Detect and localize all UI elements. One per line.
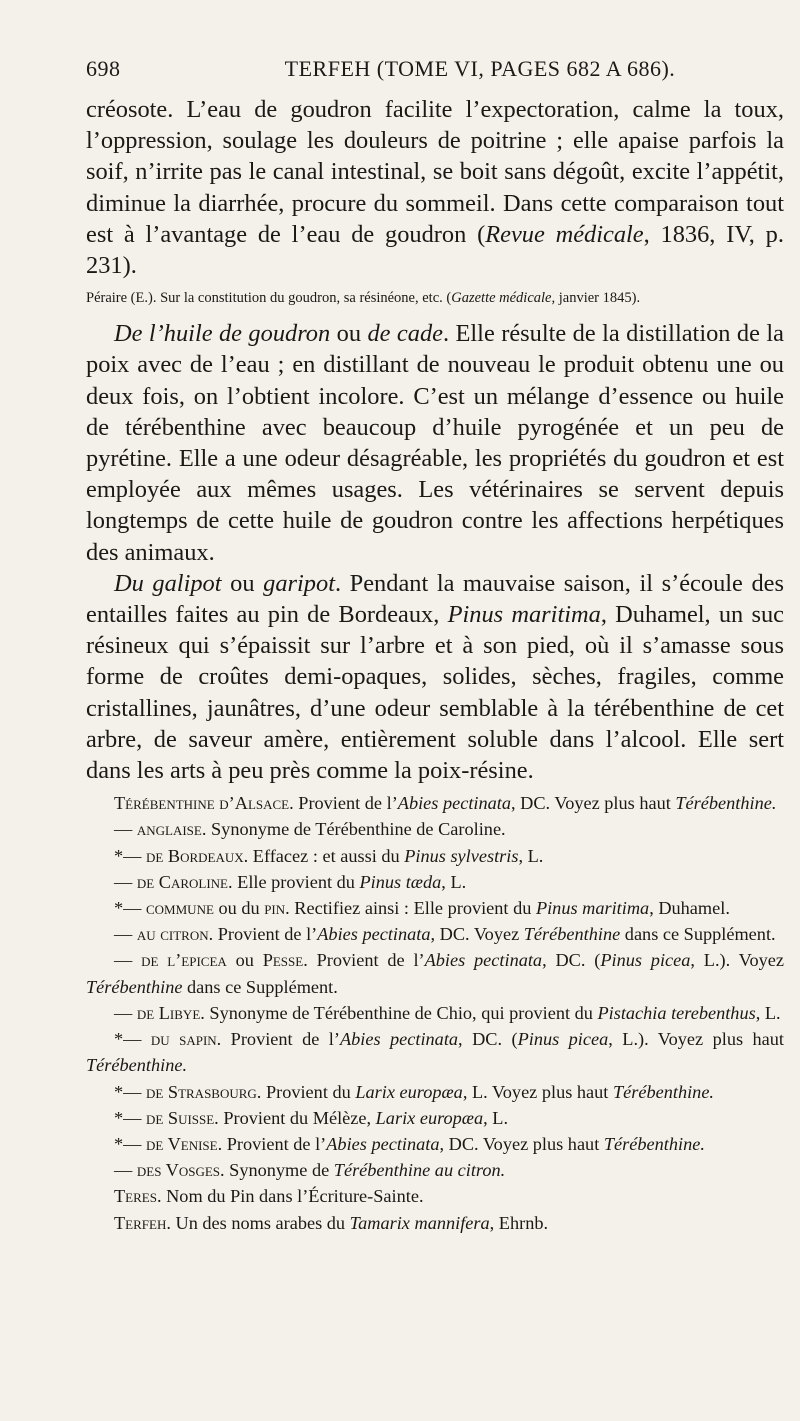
entry-terfeh: Terfeh. Un des noms arabes du Tamarix mannifera, Ehrnb.	[114, 1212, 549, 1233]
entry-teres: Teres. Nom du Pin dans l’Écriture-Sainte.	[114, 1186, 424, 1207]
entry-bordeaux: *— de Bordeaux. Effacez : et aussi du Pinus sylvestris, L.	[114, 845, 544, 866]
entry-terebenthine-alsace: Térébenthine d’Alsace. Provient de l’Abies pectinata, DC. Voyez plus haut Térébenthine.	[114, 793, 777, 814]
entry-venise: *— de Venise. Provient de l’Abies pectinata, DC. Voyez plus haut Térébenthine.	[114, 1133, 705, 1154]
entry-commune: *— commune ou du pin. Rectifiez ainsi : Elle provient du Pinus maritima, Duhamel.	[114, 898, 730, 919]
journal-title: Revue médicale	[485, 220, 644, 248]
entry-anglaise: — anglaise. Synonyme de Térébenthine de Caroline.	[114, 819, 506, 840]
paragraph-eau-de-goudron: créosote. L’eau de goudron facilite l’expectoration, calme la toux, l’oppression, soulage les douleurs de poitrine ; elle apaise parfois la soif, n’irrite pas le canal intestinal, se boit sans dégoût, excite l’appétit, diminue la diarrhée, procure du sommeil. Dans cette comparaison tout est à l’avantage de l’eau de goudron (Revue médicale, 1836, IV, p. 231).	[86, 96, 784, 280]
entry-vosges: — des Vosges. Synonyme de Térébenthine au citron.	[114, 1160, 506, 1181]
entry-suisse: *— de Suisse. Provient du Mélèze, Larix europæa, L.	[114, 1107, 509, 1128]
paragraph-galipot: Du galipot ou garipot. Pendant la mauvaise saison, il s’écoule des entailles faites au pin de Bordeaux, Pinus maritima, Duhamel, un suc résineux qui s’épaissit sur l’arbre et à son pied, où il s’amasse sous forme de croûtes demi-opaques, solides, sèches, fragiles, comme cristallines, jaunâtres, d’une odeur semblable à la térébenthine de cet arbre, de saveur amère, entièrement soluble dans l’alcool. Elle sert dans les arts à peu près comme la poix-résine.	[86, 569, 784, 785]
bibliographic-reference: Péraire (E.). Sur la constitution du goudron, sa résinéone, etc. (Gazette médicale, janvier 1845).	[86, 290, 641, 307]
entry-libye: — de Libye. Synonyme de Térébenthine de Chio, qui provient du Pistachia terebenthus, L.	[114, 1002, 781, 1023]
running-header	[86, 56, 784, 94]
running-title: TERFEH (TOME VI, PAGES 682 A 686).	[284, 56, 676, 81]
book-page	[86, 56, 784, 1236]
entry-epicea: — de l’epicea ou Pesse. Provient de l’Abies pectinata, DC. (Pinus picea, L.). Voyez Térébenthine dans ce Supplément.	[86, 950, 785, 997]
entry-au-citron: — au citron. Provient de l’Abies pectinata, DC. Voyez Térébenthine dans ce Supplément.	[114, 924, 776, 945]
paragraph-huile-de-goudron: De l’huile de goudron ou de cade. Elle résulte de la distillation de la poix avec de l’eau ; en distillant de nouveau le produit obtenu une ou deux fois, on l’obtient incolore. C’est un mélange d’essence ou huile de térébenthine avec beaucoup d’huile pyrogénée et un peu de pyrétine. Elle a une odeur désagréable, les propriétés du goudron et est employée aux mêmes usages. Les vétérinaires se servent depuis longtemps de cette huile de goudron contre les affections herpétiques des animaux.	[86, 320, 784, 566]
entry-caroline: — de Caroline. Elle provient du Pinus tæda, L.	[114, 871, 467, 892]
entry-sapin: *— du sapin. Provient de l’Abies pectinata, DC. (Pinus picea, L.). Voyez plus haut Térébenthine.	[86, 1029, 784, 1076]
page-body	[86, 94, 784, 1236]
entry-strasbourg: *— de Strasbourg. Provient du Larix europæa, L. Voyez plus haut Térébenthine.	[114, 1081, 714, 1102]
page-number: 698	[86, 56, 121, 81]
